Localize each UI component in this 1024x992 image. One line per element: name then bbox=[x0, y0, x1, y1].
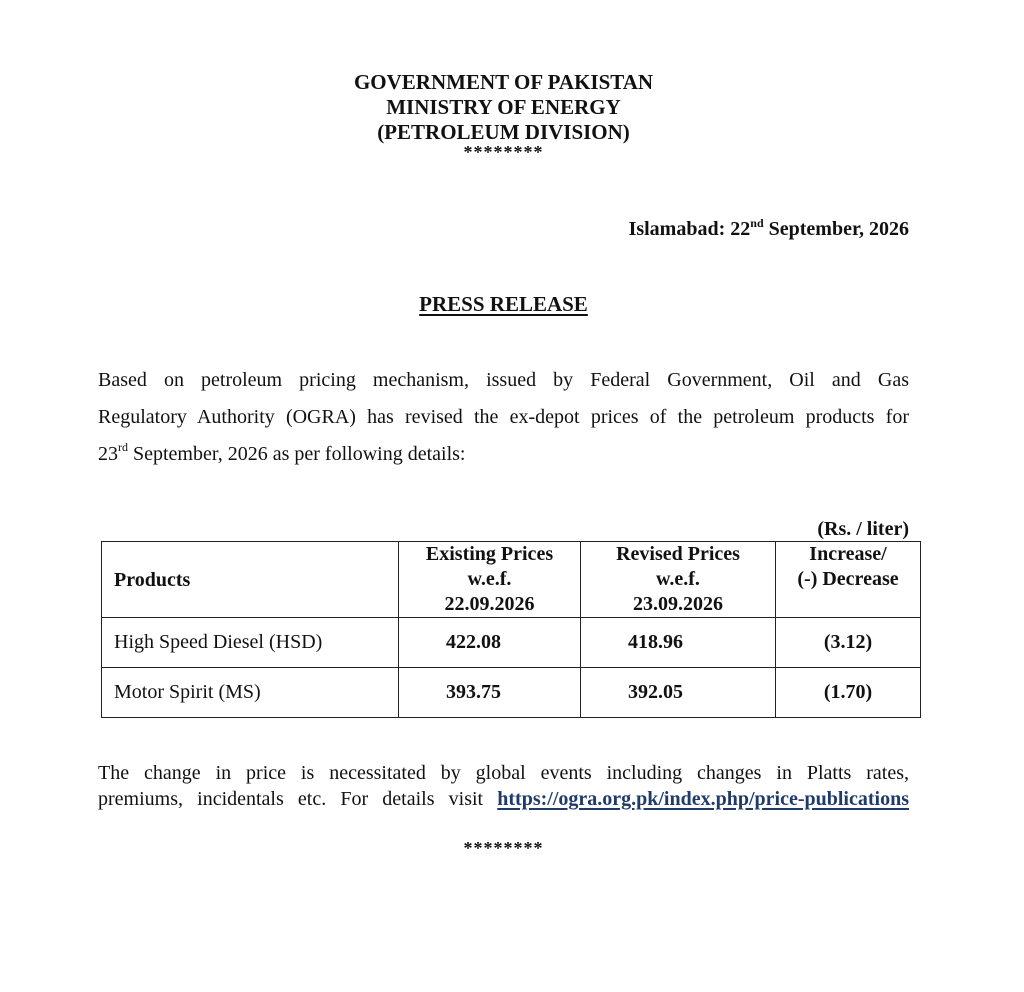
intro-line-1: Based on petroleum pricing mechanism, issued by Federal Government, Oil and Gas bbox=[98, 369, 909, 391]
intro-line-3: 23rd September, 2026 as per following details: bbox=[98, 440, 466, 465]
existing-price: 422.08 bbox=[399, 618, 581, 668]
price-unit: (Rs. / liter) bbox=[817, 518, 909, 540]
dateline-rest: September, 2026 bbox=[763, 218, 909, 240]
revised-price: 418.96 bbox=[581, 618, 776, 668]
intro-line-2: Regulatory Authority (OGRA) has revised the ex-depot prices of the petroleum products for bbox=[98, 406, 909, 428]
product-name: High Speed Diesel (HSD) bbox=[102, 618, 399, 668]
intro-paragraph bbox=[98, 362, 909, 473]
table-row bbox=[102, 668, 921, 718]
intro-ordinal: rd bbox=[118, 440, 128, 454]
header-separator: ******** bbox=[463, 142, 544, 162]
revised-price: 392.05 bbox=[581, 668, 776, 718]
letterhead bbox=[0, 70, 1007, 162]
existing-price: 393.75 bbox=[399, 668, 581, 718]
press-release-title: PRESS RELEASE bbox=[419, 292, 588, 316]
table-row bbox=[102, 618, 921, 668]
price-table bbox=[101, 541, 921, 718]
ministry-title: MINISTRY OF ENERGY bbox=[386, 95, 621, 119]
price-change: (3.12) bbox=[776, 618, 921, 668]
product-name: Motor Spirit (MS) bbox=[102, 668, 399, 718]
header-existing-prices: Existing Prices w.e.f. 22.09.2026 bbox=[399, 542, 581, 618]
division-title: (PETROLEUM DIVISION) bbox=[377, 120, 630, 144]
dateline bbox=[629, 218, 909, 241]
footer-separator: ******** bbox=[463, 838, 544, 858]
dateline-prefix: Islamabad: 22 bbox=[628, 218, 751, 240]
government-title: GOVERNMENT OF PAKISTAN bbox=[353, 70, 654, 94]
closing-paragraph bbox=[98, 760, 909, 812]
ogra-price-publications-link[interactable]: https://ogra.org.pk/index.php/price-publications bbox=[497, 788, 909, 810]
header-products: Products bbox=[102, 542, 399, 618]
dateline-ordinal: nd bbox=[750, 216, 764, 230]
closing-line-1: The change in price is necessitated by global events including changes in Platts rates, bbox=[98, 762, 909, 784]
price-change: (1.70) bbox=[776, 668, 921, 718]
closing-line-2: premiums, incidentals etc. For details visit https://ogra.org.pk/index.php/price-publications bbox=[98, 788, 909, 810]
header-revised-prices: Revised Prices w.e.f. 23.09.2026 bbox=[581, 542, 776, 618]
header-change: Increase/ (-) Decrease bbox=[776, 542, 921, 618]
table-header-row bbox=[102, 542, 921, 618]
